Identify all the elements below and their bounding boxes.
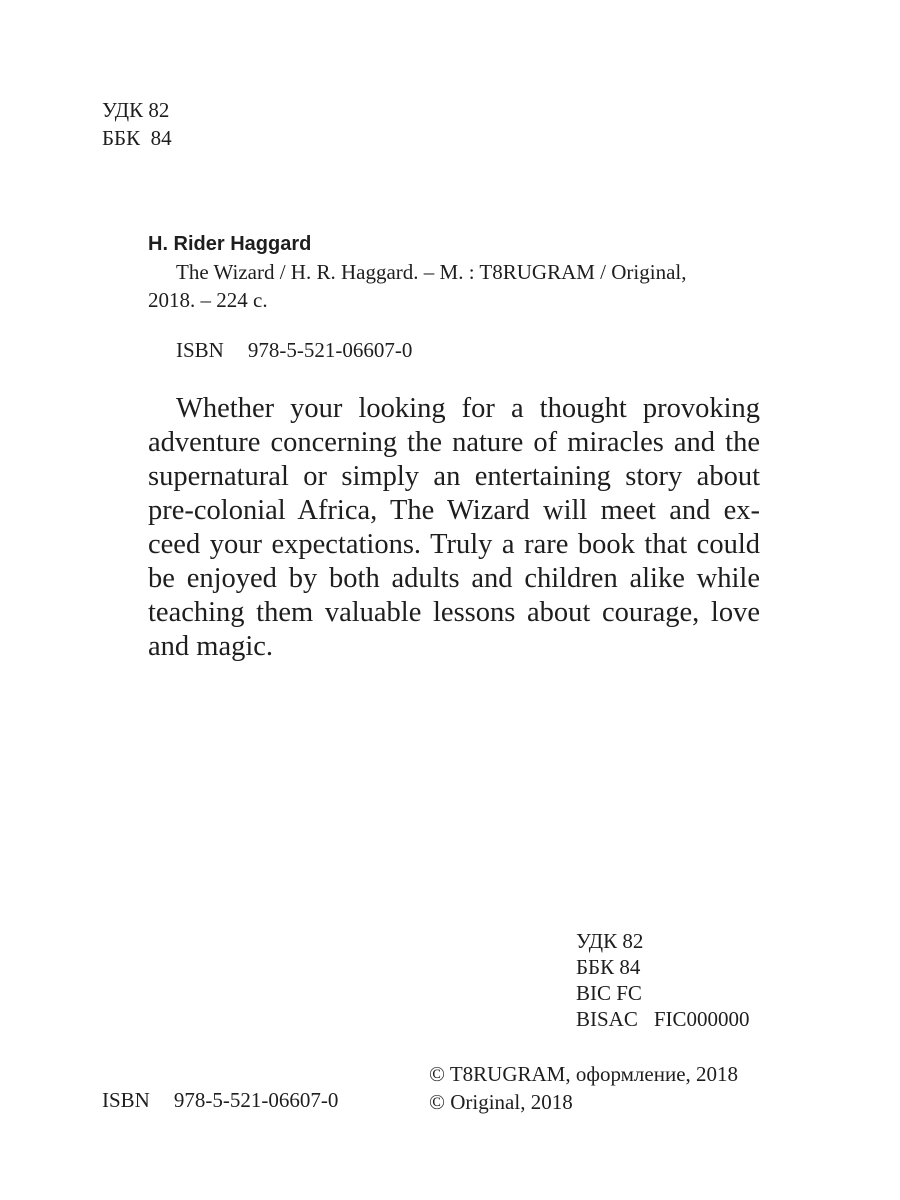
isbn-label: ISBN [176, 338, 224, 362]
citation-line-2: 2018. – 224 c. [148, 288, 268, 312]
annotation-line: and magic. [148, 631, 274, 662]
annotation-line: adventure concerning the nature of miracles and the [148, 427, 760, 458]
annotation-line: supernatural or simply an entertaining story about [148, 461, 760, 492]
copyright-line: © Original, 2018 [429, 1090, 573, 1114]
author-name: H. Rider Haggard [148, 233, 312, 255]
bic-code: BIC FC [576, 981, 642, 1005]
bisac-value: FIC000000 [653, 1007, 750, 1031]
udk-code: УДК 82 [576, 929, 644, 953]
annotation-paragraph [148, 392, 760, 664]
isbn-label: ISBN [102, 1088, 150, 1112]
isbn-top [176, 336, 412, 364]
citation-line-1: The Wizard / H. R. Haggard. – M. : T8RUGRAM / Original, [176, 260, 687, 284]
udk-code: УДК 82 [102, 98, 170, 122]
bisac-label: BISAC [576, 1007, 638, 1031]
annotation-line: pre-colonial Africa, The Wizard will meet and ex- [148, 495, 760, 526]
bibliographic-citation [148, 230, 760, 314]
classification-bottom [576, 928, 750, 1032]
annotation-line: be enjoyed by both adults and children alike while [148, 563, 760, 594]
bbk-code: ББК 84 [102, 126, 172, 150]
annotation-line: teaching them valuable lessons about courage, love [148, 597, 760, 628]
bbk-code: ББК 84 [576, 955, 641, 979]
copyright-line: © T8RUGRAM, оформление, 2018 [429, 1062, 739, 1086]
copyright-notices [429, 1060, 738, 1116]
isbn-bottom [102, 1086, 338, 1114]
annotation-line: Whether your looking for a thought provoking [176, 393, 760, 424]
isbn-value: 978-5-521-06607-0 [173, 1088, 339, 1112]
bisac-code [576, 1006, 750, 1032]
annotation-line: ceed your expectations. Truly a rare book that could [148, 529, 760, 560]
classification-top [102, 96, 172, 152]
isbn-value: 978-5-521-06607-0 [247, 338, 413, 362]
